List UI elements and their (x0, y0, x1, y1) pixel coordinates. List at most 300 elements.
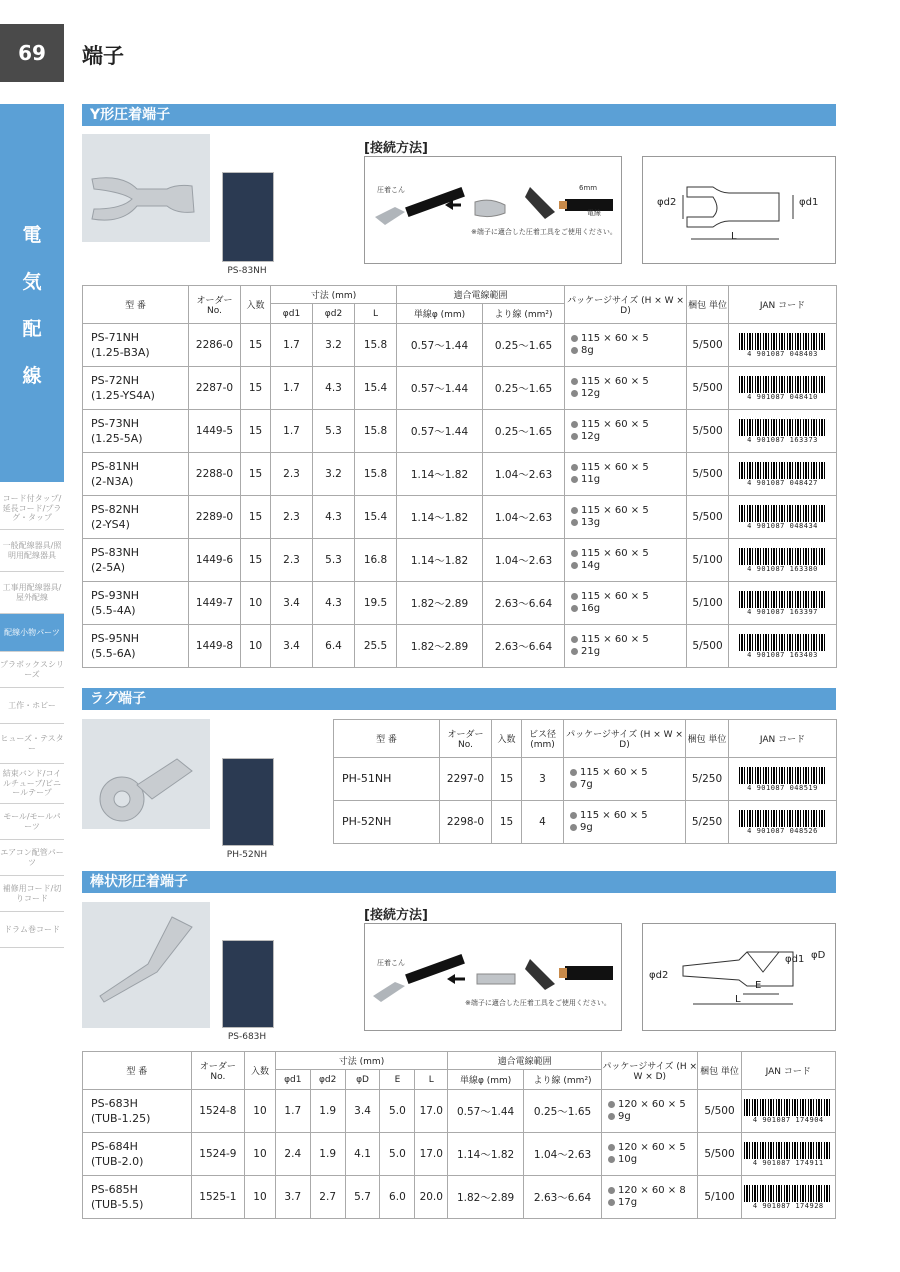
model-cell (83, 582, 189, 625)
bullet-icon (608, 1144, 615, 1151)
header-twisted: より線 (mm²) (524, 1070, 602, 1090)
order-number: 1525-1 (191, 1176, 244, 1219)
product-photo (82, 719, 210, 829)
twisted-wire-range: 1.04～2.63 (483, 453, 565, 496)
sidebar-item[interactable]: プラボックスシリーズ (0, 652, 64, 688)
tool-label: 圧着こん (377, 959, 405, 967)
twisted-wire-range: 0.25～1.65 (483, 324, 565, 367)
model-cell (83, 1133, 192, 1176)
model-cell (83, 453, 189, 496)
bullet-icon (571, 507, 578, 514)
model-number: PH-51NH (342, 772, 392, 786)
dim-d1-value: 2.3 (271, 453, 313, 496)
header-order: オーダー No. (189, 286, 241, 324)
header-unit: 梱包 単位 (687, 286, 729, 324)
model-number: PS-685H (91, 1182, 138, 1196)
model-spec: (TUB-5.5) (91, 1198, 144, 1211)
jan-cell (729, 453, 837, 496)
header-single: 単線φ (mm) (397, 304, 483, 324)
dim-l-value: 25.5 (355, 625, 397, 668)
header-model: 型 番 (334, 720, 440, 758)
package-size: 115 × 60 × 5 (580, 767, 648, 778)
dim-l-value: 15.4 (355, 367, 397, 410)
dim-l-value: 19.5 (355, 582, 397, 625)
sidebar-item[interactable]: エアコン配管パーツ (0, 840, 64, 876)
quantity: 10 (241, 625, 271, 668)
dim-D: φD (811, 950, 826, 961)
dim-l: L (735, 994, 741, 1005)
dim-d1-value: 1.7 (271, 367, 313, 410)
jan-code: 4 901087 048410 (747, 392, 818, 401)
dim-d1-value: 2.3 (271, 539, 313, 582)
single-wire-range: 0.57～1.44 (397, 324, 483, 367)
connection-illustration (365, 924, 621, 1030)
single-wire-range: 1.14～1.82 (397, 453, 483, 496)
tool-note: ※端子に適合した圧着工具をご使用ください。 (471, 228, 617, 236)
bullet-icon (571, 550, 578, 557)
dimension-diagram (642, 923, 836, 1031)
header-d1: φd1 (271, 304, 313, 324)
jan-cell (729, 367, 837, 410)
model-spec: (2-5A) (91, 561, 126, 574)
sidebar-item[interactable]: 工作・ホビー (0, 688, 64, 724)
bullet-icon (571, 335, 578, 342)
twisted-wire-range: 1.04～2.63 (483, 496, 565, 539)
sidebar-item-active[interactable]: 配線小物パーツ (0, 614, 64, 652)
table-row (83, 367, 837, 410)
quantity: 10 (245, 1176, 276, 1219)
package-label: PS-83NH (227, 266, 267, 276)
package-weight: 16g (581, 603, 601, 614)
package-cell (564, 801, 686, 844)
package-weight: 9g (618, 1111, 631, 1122)
single-wire-range: 0.57～1.44 (397, 410, 483, 453)
jan-cell (729, 758, 837, 801)
package-cell (565, 496, 687, 539)
package-cell (565, 410, 687, 453)
dim-d2-value: 4.3 (313, 367, 355, 410)
single-wire-range: 0.57～1.44 (397, 367, 483, 410)
bullet-icon (608, 1187, 615, 1194)
bullet-icon (571, 347, 578, 354)
package-size: 120 × 60 × 8 (618, 1185, 686, 1196)
single-wire-range: 1.82～2.89 (448, 1176, 524, 1219)
y-terminal-spec-table (82, 285, 837, 668)
pin-terminal-spec-table (82, 1051, 836, 1219)
dim-d1-value: 3.7 (275, 1176, 310, 1219)
package-cell (564, 758, 686, 801)
header-unit: 梱包 単位 (686, 720, 729, 758)
quantity: 15 (241, 539, 271, 582)
dim-d2-value: 4.3 (313, 582, 355, 625)
single-wire-range: 1.82～2.89 (397, 625, 483, 668)
package-label: PH-52NH (226, 850, 268, 860)
connection-diagram (364, 923, 622, 1031)
bullet-icon (570, 812, 577, 819)
package-size: 115 × 60 × 5 (580, 810, 648, 821)
wire-label: 電線 (587, 209, 601, 217)
quantity: 15 (241, 496, 271, 539)
packing-unit: 5/500 (687, 496, 729, 539)
jan-code: 4 901087 048427 (747, 478, 818, 487)
package-weight: 7g (580, 779, 593, 790)
package-size: 115 × 60 × 5 (581, 333, 649, 344)
single-wire-range: 1.14～1.82 (448, 1133, 524, 1176)
header-jan: JAN コード (741, 1052, 835, 1090)
bullet-icon (608, 1113, 615, 1120)
dimension-diagram (642, 156, 836, 264)
twisted-wire-range: 1.04～2.63 (524, 1133, 602, 1176)
sidebar-char: 気 (22, 271, 42, 293)
dim-l: L (731, 231, 737, 242)
sidebar-main-category[interactable] (0, 104, 64, 482)
bullet-icon (571, 390, 578, 397)
page-number: 69 (0, 24, 64, 82)
dim-d2-value: 1.9 (310, 1090, 345, 1133)
jan-code: 4 901087 048519 (747, 783, 818, 792)
jan-cell (741, 1090, 835, 1133)
bullet-icon (608, 1101, 615, 1108)
packing-unit: 5/500 (687, 410, 729, 453)
dim-d1-value: 3.4 (271, 582, 313, 625)
product-photo (82, 134, 210, 242)
model-spec: (TUB-1.25) (91, 1112, 151, 1125)
header-unit: 梱包 単位 (698, 1052, 741, 1090)
header-pkg: パッケージサイズ (H × W × D) (565, 286, 687, 324)
order-number: 2289-0 (189, 496, 241, 539)
twisted-wire-range: 2.63～6.64 (483, 625, 565, 668)
sidebar-item[interactable]: モール/モールパーツ (0, 804, 64, 840)
order-number: 2298-0 (440, 801, 492, 844)
header-e: E (380, 1070, 415, 1090)
model-spec: (1.25-5A) (91, 432, 143, 445)
package-size: 115 × 60 × 5 (581, 462, 649, 473)
package-weight: 13g (581, 517, 601, 528)
package-cell (602, 1133, 698, 1176)
section-title-y-terminal: Y形圧着端子 (82, 104, 836, 126)
package-weight: 11g (581, 474, 601, 485)
dim-e-value: 5.0 (380, 1133, 415, 1176)
quantity: 15 (241, 367, 271, 410)
model-cell (83, 324, 189, 367)
header-l: L (355, 304, 397, 324)
model-number: PS-683H (91, 1096, 138, 1110)
barcode-icon (739, 810, 827, 827)
table-row (83, 1176, 836, 1219)
table-row (83, 453, 837, 496)
dim-l-value: 20.0 (415, 1176, 448, 1219)
product-photo (82, 902, 210, 1028)
dim-e-value: 5.0 (380, 1090, 415, 1133)
order-number: 2286-0 (189, 324, 241, 367)
header-single: 単線φ (mm) (448, 1070, 524, 1090)
twisted-wire-range: 2.63～6.64 (524, 1176, 602, 1219)
header-wire: 適合電線範囲 (397, 286, 565, 304)
quantity: 10 (245, 1133, 276, 1176)
package-size: 115 × 60 × 5 (581, 634, 649, 645)
y-terminal-dimension-illustration (643, 157, 835, 263)
model-cell (83, 625, 189, 668)
jan-cell (729, 539, 837, 582)
connection-illustration (365, 157, 621, 263)
sidebar-item[interactable]: ヒューズ・テスター (0, 724, 64, 764)
dim-d2-value: 6.4 (313, 625, 355, 668)
package-photo (222, 940, 274, 1028)
jan-code: 4 901087 174904 (752, 1115, 824, 1124)
header-twisted: より線 (mm²) (483, 304, 565, 324)
wire-length-label: 6mm (579, 184, 598, 192)
dim-l-value: 15.8 (355, 410, 397, 453)
jan-code: 4 901087 163373 (747, 435, 818, 444)
order-number: 1524-9 (191, 1133, 244, 1176)
jan-cell (729, 625, 837, 668)
model-cell (83, 496, 189, 539)
model-spec: (1.25-B3A) (91, 346, 150, 359)
barcode-icon (744, 1185, 832, 1202)
barcode-icon (739, 548, 827, 565)
jan-cell (729, 801, 837, 844)
tool-note: ※端子に適合した圧着工具をご使用ください。 (465, 999, 611, 1007)
jan-cell (729, 324, 837, 367)
order-number: 1449-8 (189, 625, 241, 668)
dim-l-value: 15.8 (355, 453, 397, 496)
jan-code: 4 901087 163380 (747, 564, 818, 573)
sidebar-item[interactable]: ドラム巻コード (0, 912, 64, 948)
header-d2: φd2 (313, 304, 355, 324)
package-weight: 10g (618, 1154, 638, 1165)
package-cell (565, 324, 687, 367)
twisted-wire-range: 0.25～1.65 (524, 1090, 602, 1133)
package-size: 115 × 60 × 5 (581, 548, 649, 559)
dim-d2-value: 3.2 (313, 453, 355, 496)
twisted-wire-range: 1.04～2.63 (483, 539, 565, 582)
bullet-icon (571, 562, 578, 569)
y-terminal-illustration (82, 134, 210, 242)
sidebar-char: 線 (22, 365, 42, 387)
tool-label: 圧着こん (377, 186, 405, 194)
packing-unit: 5/500 (698, 1133, 741, 1176)
dim-D-value: 5.7 (345, 1176, 380, 1219)
quantity: 15 (492, 801, 522, 844)
dim-d1-value: 1.7 (271, 324, 313, 367)
table-row (334, 758, 837, 801)
bullet-icon (571, 636, 578, 643)
single-wire-range: 1.82～2.89 (397, 582, 483, 625)
quantity: 10 (241, 582, 271, 625)
screw-diameter: 4 (522, 801, 564, 844)
packing-unit: 5/500 (687, 625, 729, 668)
barcode-icon (739, 591, 827, 608)
package-photo (222, 758, 274, 846)
dim-d2: φd2 (649, 970, 669, 981)
package-size: 120 × 60 × 5 (618, 1142, 686, 1153)
section-title-pin-terminal: 棒状形圧着端子 (82, 871, 836, 893)
barcode-icon (739, 376, 827, 393)
quantity: 15 (241, 453, 271, 496)
header-d1: φd1 (275, 1070, 310, 1090)
order-number: 1449-7 (189, 582, 241, 625)
table-row (334, 801, 837, 844)
sidebar-item[interactable]: 結束バンド/コイルチューブ/ビニールテープ (0, 764, 64, 804)
model-cell (83, 410, 189, 453)
pin-terminal-dimension-illustration (643, 924, 835, 1030)
barcode-icon (739, 767, 827, 784)
sidebar-item[interactable]: 補修用コード/切りコード (0, 876, 64, 912)
model-cell (334, 801, 440, 844)
package-weight: 21g (581, 646, 601, 657)
section-title-lug-terminal: ラグ端子 (82, 688, 836, 710)
header-model: 型 番 (83, 1052, 192, 1090)
barcode-icon (744, 1142, 832, 1159)
twisted-wire-range: 0.25～1.65 (483, 410, 565, 453)
barcode-icon (739, 505, 827, 522)
barcode-icon (739, 634, 827, 651)
model-number: PS-82NH (91, 502, 140, 516)
model-number: PS-72NH (91, 373, 140, 387)
bullet-icon (570, 769, 577, 776)
model-number: PS-93NH (91, 588, 140, 602)
jan-code: 4 901087 048434 (747, 521, 818, 530)
model-cell (83, 539, 189, 582)
sidebar-item[interactable]: 一般配線器具/照明用配線器具 (0, 530, 64, 572)
bullet-icon (608, 1156, 615, 1163)
header-order: オーダー No. (440, 720, 492, 758)
table-row (83, 496, 837, 539)
model-spec: (5.5-4A) (91, 604, 136, 617)
quantity: 15 (241, 324, 271, 367)
header-dims: 寸法 (mm) (275, 1052, 447, 1070)
header-l: L (415, 1070, 448, 1090)
header-model: 型 番 (83, 286, 189, 324)
packing-unit: 5/500 (687, 367, 729, 410)
model-number: PS-83NH (91, 545, 140, 559)
model-number: PS-684H (91, 1139, 138, 1153)
dim-d1-value: 3.4 (271, 625, 313, 668)
model-number: PH-52NH (342, 815, 392, 829)
bullet-icon (571, 605, 578, 612)
single-wire-range: 0.57～1.44 (448, 1090, 524, 1133)
dim-d2-value: 1.9 (310, 1133, 345, 1176)
package-label: PS-683H (227, 1032, 267, 1042)
lug-terminal-illustration (82, 719, 210, 829)
package-weight: 17g (618, 1197, 638, 1208)
header-order: オーダー No. (191, 1052, 244, 1090)
bullet-icon (571, 433, 578, 440)
sidebar (0, 104, 64, 948)
package-cell (602, 1176, 698, 1219)
table-row (83, 539, 837, 582)
model-spec: (1.25-YS4A) (91, 389, 155, 402)
packing-unit: 5/500 (687, 324, 729, 367)
dim-d1-value: 1.7 (271, 410, 313, 453)
header-screw: ビス径 (mm) (522, 720, 564, 758)
package-weight: 9g (580, 822, 593, 833)
table-row (83, 582, 837, 625)
single-wire-range: 1.14～1.82 (397, 539, 483, 582)
order-number: 1524-8 (191, 1090, 244, 1133)
barcode-icon (739, 333, 827, 350)
bullet-icon (571, 464, 578, 471)
package-size: 115 × 60 × 5 (581, 505, 649, 516)
header-qty: 入数 (241, 286, 271, 324)
table-row (83, 410, 837, 453)
package-photo (222, 172, 274, 262)
screw-diameter: 3 (522, 758, 564, 801)
dim-l-value: 17.0 (415, 1090, 448, 1133)
dim-d2-value: 4.3 (313, 496, 355, 539)
jan-code: 4 901087 174928 (752, 1201, 824, 1210)
header-qty: 入数 (245, 1052, 276, 1090)
package-size: 120 × 60 × 5 (618, 1099, 686, 1110)
model-spec: (2-N3A) (91, 475, 134, 488)
jan-cell (729, 496, 837, 539)
package-cell (565, 582, 687, 625)
model-number: PS-95NH (91, 631, 140, 645)
table-row (83, 1090, 836, 1133)
quantity: 10 (245, 1090, 276, 1133)
barcode-icon (739, 419, 827, 436)
package-cell (565, 625, 687, 668)
sidebar-item[interactable]: 工事用配線器具/屋外配線 (0, 572, 64, 614)
twisted-wire-range: 2.63～6.64 (483, 582, 565, 625)
packing-unit: 5/100 (687, 539, 729, 582)
bullet-icon (571, 519, 578, 526)
sidebar-item[interactable]: コード付タップ/延長コード/プラグ・タップ (0, 488, 64, 530)
model-cell (83, 1090, 192, 1133)
lug-terminal-spec-table (333, 719, 837, 844)
connection-method-title: [接続方法] (364, 141, 428, 156)
twisted-wire-range: 0.25～1.65 (483, 367, 565, 410)
bullet-icon (570, 824, 577, 831)
jan-code: 4 901087 163403 (747, 650, 818, 659)
package-size: 115 × 60 × 5 (581, 591, 649, 602)
model-number: PS-73NH (91, 416, 140, 430)
package-size: 115 × 60 × 5 (581, 419, 649, 430)
model-cell (83, 1176, 192, 1219)
dim-e-value: 6.0 (380, 1176, 415, 1219)
header-wire: 適合電線範囲 (448, 1052, 602, 1070)
header-qty: 入数 (492, 720, 522, 758)
model-cell (83, 367, 189, 410)
bullet-icon (571, 593, 578, 600)
bullet-icon (571, 648, 578, 655)
dim-l-value: 17.0 (415, 1133, 448, 1176)
package-size: 115 × 60 × 5 (581, 376, 649, 387)
package-weight: 14g (581, 560, 601, 571)
header-pkg: パッケージサイズ (H × W × D) (564, 720, 686, 758)
dim-d2-value: 2.7 (310, 1176, 345, 1219)
order-number: 2288-0 (189, 453, 241, 496)
connection-method-title: [接続方法] (364, 908, 428, 923)
header-d2: φd2 (310, 1070, 345, 1090)
packing-unit: 5/100 (698, 1176, 741, 1219)
model-spec: (5.5-6A) (91, 647, 136, 660)
dim-d1-value: 1.7 (275, 1090, 310, 1133)
dim-d2-value: 5.3 (313, 539, 355, 582)
model-number: PS-71NH (91, 330, 140, 344)
jan-cell (741, 1176, 835, 1219)
jan-code: 4 901087 048526 (747, 826, 818, 835)
dim-D-value: 4.1 (345, 1133, 380, 1176)
header-dims: 寸法 (mm) (271, 286, 397, 304)
bullet-icon (571, 378, 578, 385)
sidebar-char: 電 (22, 224, 42, 246)
quantity: 15 (492, 758, 522, 801)
dim-l-value: 16.8 (355, 539, 397, 582)
order-number: 1449-5 (189, 410, 241, 453)
table-row (83, 1133, 836, 1176)
packing-unit: 5/250 (686, 801, 729, 844)
